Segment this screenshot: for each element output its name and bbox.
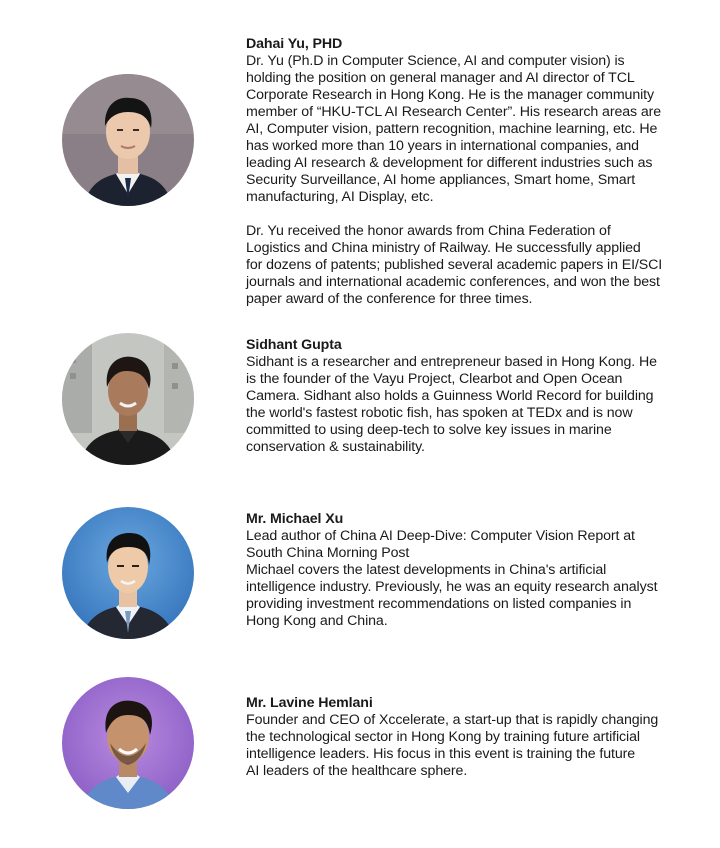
bio-line: leading AI research & development for different industries such as <box>246 155 653 171</box>
bio-line: Hong Kong and China. <box>246 613 388 629</box>
speaker-photo <box>62 507 194 639</box>
bio-line: Security Surveillance, AI home appliances, Smart home, Smart <box>246 172 636 188</box>
bio-line: for dozens of patents; published several academic papers in EI/SCI <box>246 257 663 273</box>
bio-line: conservation & sustainability. <box>246 439 425 455</box>
bio-line: holding the position on general manager and AI director of TCL <box>246 70 635 86</box>
portrait-icon <box>62 677 194 809</box>
bio-line: paper award of the conference for three times. <box>246 291 533 307</box>
bio-line: manufacturing, AI Display, etc. <box>246 189 434 205</box>
bio-line: Logistics and China ministry of Railway. He successfully applied <box>246 240 641 256</box>
bio-line: the world's fastest robotic fish, has spoken at TEDx and is now <box>246 405 633 421</box>
bio-line: member of “HKU-TCL AI Research Center”. His research areas are <box>246 104 662 120</box>
speaker-name: Mr. Michael Xu <box>246 511 344 527</box>
speaker-photo <box>62 677 194 809</box>
speaker-name: Dahai Yu, PHD <box>246 36 343 52</box>
portrait-icon <box>62 507 194 639</box>
speaker-photo <box>62 333 194 465</box>
speaker-name: Mr. Lavine Hemlani <box>246 695 373 711</box>
bio-line: Camera. Sidhant also holds a Guinness World Record for building <box>246 388 654 404</box>
bio-line: committed to using deep-tech to solve key issues in marine <box>246 422 612 438</box>
bio-line: the technological sector in Hong Kong by training future artificial <box>246 729 640 745</box>
portrait-icon <box>62 333 194 465</box>
bio-line: Dr. Yu (Ph.D in Computer Science, AI and computer vision) is <box>246 53 625 69</box>
bio-line: has worked more than 10 years in international companies, and <box>246 138 639 154</box>
speaker-name: Sidhant Gupta <box>246 337 342 353</box>
speaker-photo <box>62 74 194 206</box>
bio-line: Dr. Yu received the honor awards from China Federation of <box>246 223 611 239</box>
bio-line: Corporate Research in Hong Kong. He is the manager community <box>246 87 655 103</box>
bio-line: intelligence leaders. His focus in this event is training the future <box>246 746 636 762</box>
bio-line: AI leaders of the healthcare sphere. <box>246 763 468 779</box>
bio-line: South China Morning Post <box>246 545 410 561</box>
bio-line: intelligence industry. Previously, he was an equity research analyst <box>246 579 658 595</box>
bio-line: Sidhant is a researcher and entrepreneur based in Hong Kong. He <box>246 354 657 370</box>
bio-line: Lead author of China AI Deep-Dive: Computer Vision Report at <box>246 528 635 544</box>
bio-line: providing investment recommendations on listed companies in <box>246 596 632 612</box>
portrait-icon <box>62 74 194 206</box>
bio-line: Michael covers the latest developments in China's artificial <box>246 562 607 578</box>
bio-line: Founder and CEO of Xccelerate, a start-up that is rapidly changing <box>246 712 659 728</box>
bio-line: AI, Computer vision, pattern recognition, machine learning, etc. He <box>246 121 658 137</box>
bio-line: is the founder of the Vayu Project, Clearbot and Open Ocean <box>246 371 623 387</box>
bio-line: journals and international academic conferences, and won the best <box>246 274 660 290</box>
